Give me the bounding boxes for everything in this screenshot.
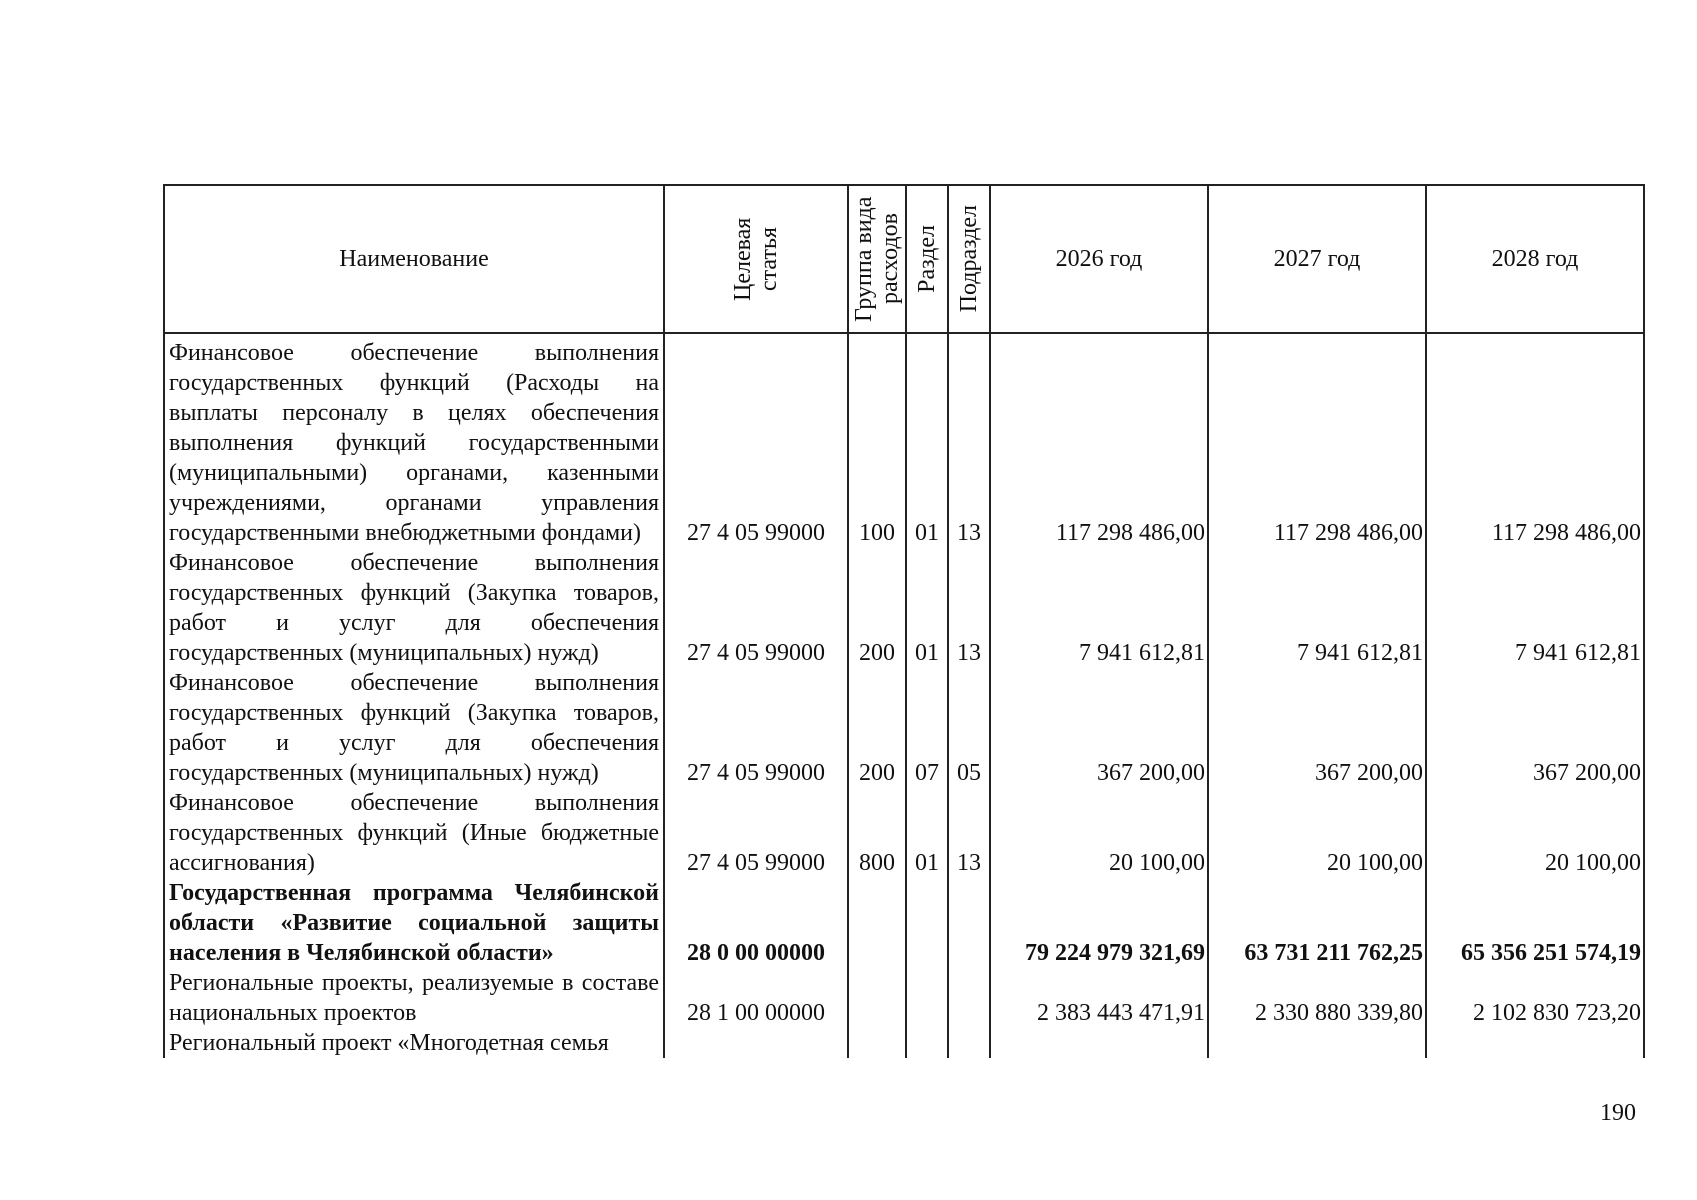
row-2026: 79 224 979 321,69 <box>990 878 1208 968</box>
row-2028: 367 200,00 <box>1426 668 1644 788</box>
row-section: 01 <box>906 338 948 548</box>
row-2027: 20 100,00 <box>1208 788 1426 878</box>
row-target: 28 0 00 00000 <box>664 878 848 968</box>
header-2026: 2026 год <box>990 185 1208 333</box>
row-2026 <box>990 1028 1208 1058</box>
header-2027: 2027 год <box>1208 185 1426 333</box>
row-subsection <box>948 968 990 1028</box>
row-2026: 117 298 486,00 <box>990 338 1208 548</box>
row-name: Финансовое обеспечение выполнения государственных функций (Иные бюджетные ассигнования) <box>164 788 664 878</box>
table-row-program <box>164 878 1644 968</box>
table-row <box>164 338 1644 548</box>
row-subsection <box>948 878 990 968</box>
header-2028: 2028 год <box>1426 185 1644 333</box>
row-2028: 65 356 251 574,19 <box>1426 878 1644 968</box>
row-subsection: 13 <box>948 338 990 548</box>
row-target: 27 4 05 99000 <box>664 788 848 878</box>
row-2027: 63 731 211 762,25 <box>1208 878 1426 968</box>
row-2027: 367 200,00 <box>1208 668 1426 788</box>
header-target-article: Целевая статья <box>664 185 848 333</box>
row-group: 800 <box>848 788 906 878</box>
row-section: 01 <box>906 788 948 878</box>
row-2028 <box>1426 1028 1644 1058</box>
header-name: Наименование <box>164 185 664 333</box>
row-group <box>848 968 906 1028</box>
row-2026: 2 383 443 471,91 <box>990 968 1208 1028</box>
row-group: 100 <box>848 338 906 548</box>
row-2028: 7 941 612,81 <box>1426 548 1644 668</box>
row-2028: 2 102 830 723,20 <box>1426 968 1644 1028</box>
page-number: 190 <box>1600 1100 1636 1126</box>
row-group: 200 <box>848 548 906 668</box>
row-section: 07 <box>906 668 948 788</box>
row-section <box>906 1028 948 1058</box>
budget-table <box>163 184 1645 1058</box>
row-group: 200 <box>848 668 906 788</box>
row-2027: 117 298 486,00 <box>1208 338 1426 548</box>
table-row <box>164 668 1644 788</box>
row-2028: 117 298 486,00 <box>1426 338 1644 548</box>
table-row <box>164 1028 1644 1058</box>
table-row <box>164 548 1644 668</box>
row-subsection <box>948 1028 990 1058</box>
row-2026: 20 100,00 <box>990 788 1208 878</box>
row-name: Финансовое обеспечение выполнения государственных функций (Закупка товаров, работ и услуг для обеспечения государственных (муниципальных) нужд) <box>164 668 664 788</box>
row-target <box>664 1028 848 1058</box>
row-2026: 367 200,00 <box>990 668 1208 788</box>
row-group <box>848 1028 906 1058</box>
row-name: Финансовое обеспечение выполнения государственных функций (Расходы на выплаты персоналу в целях обеспечения выполнения функций государственными (муниципальными) органами, казенными учреждениями, органами управления государственными внебюджетными фондами) <box>164 338 664 548</box>
row-target: 27 4 05 99000 <box>664 548 848 668</box>
row-subsection: 05 <box>948 668 990 788</box>
row-name: Государственная программа Челябинской области «Развитие социальной защиты населения в Челябинской области» <box>164 878 664 968</box>
row-name: Региональные проекты, реализуемые в составе национальных проектов <box>164 968 664 1028</box>
table-row <box>164 968 1644 1028</box>
row-target: 28 1 00 00000 <box>664 968 848 1028</box>
row-subsection: 13 <box>948 788 990 878</box>
header-section: Раздел <box>906 185 948 333</box>
row-section <box>906 968 948 1028</box>
header-expense-group: Группа вида расходов <box>848 185 906 333</box>
row-section: 01 <box>906 548 948 668</box>
row-2026: 7 941 612,81 <box>990 548 1208 668</box>
row-subsection: 13 <box>948 548 990 668</box>
row-name: Региональный проект «Многодетная семья <box>164 1028 664 1058</box>
row-group <box>848 878 906 968</box>
row-target: 27 4 05 99000 <box>664 338 848 548</box>
row-2027: 7 941 612,81 <box>1208 548 1426 668</box>
row-name: Финансовое обеспечение выполнения государственных функций (Закупка товаров, работ и услуг для обеспечения государственных (муниципальных) нужд) <box>164 548 664 668</box>
row-2027: 2 330 880 339,80 <box>1208 968 1426 1028</box>
table-row <box>164 788 1644 878</box>
header-subsection: Подраздел <box>948 185 990 333</box>
row-2027 <box>1208 1028 1426 1058</box>
row-target: 27 4 05 99000 <box>664 668 848 788</box>
header-row <box>164 185 1644 333</box>
row-2028: 20 100,00 <box>1426 788 1644 878</box>
row-section <box>906 878 948 968</box>
